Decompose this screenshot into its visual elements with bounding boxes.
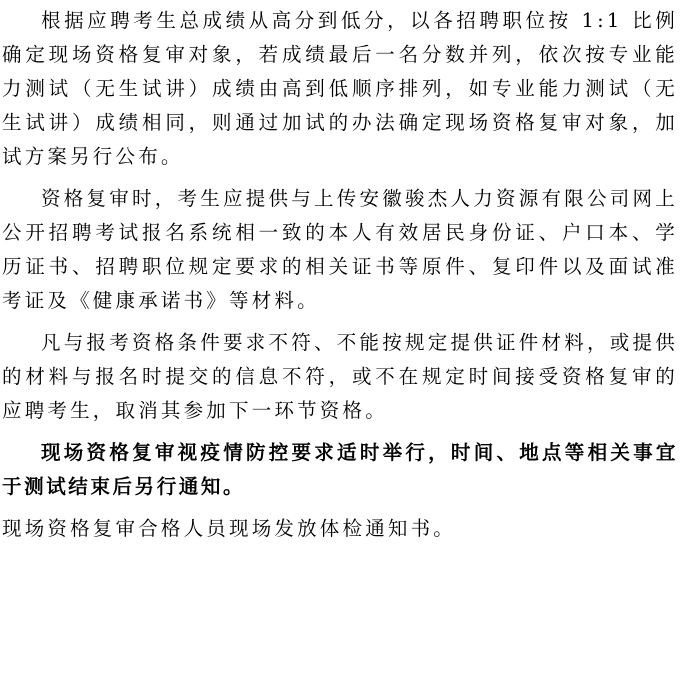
paragraph-epidemic-notice: 现场资格复审视疫情防控要求适时举行，时间、地点等相关事宜于测试结束后另行通知。	[2, 441, 678, 498]
paragraph-required-documents: 资格复审时，考生应提供与上传安徽骏杰人力资源有限公司网上公开招聘考试报名系统相一致的本人有效居民身份证、户口本、学历证书、招聘职位规定要求的相关证书等原件、复印件以及面试准考证及《健康承诺书》等材料。	[2, 187, 678, 312]
paragraph-medical-notice: 现场资格复审合格人员现场发放体检通知书。	[2, 517, 457, 540]
document-body	[2, 4, 678, 554]
paragraph-disqualification: 凡与报考资格条件要求不符、不能按规定提供证件材料，或提供的材料与报名时提交的信息不符，或不在规定时间接受资格复审的应聘考生，取消其参加下一环节资格。	[2, 331, 678, 422]
paragraph-ranking-rule: 根据应聘考生总成绩从高分到低分，以各招聘职位按 1:1 比例确定现场资格复审对象，若成绩最后一名分数并列，依次按专业能力测试（无生试讲）成绩由高到低顺序排列，如专业能力测试（无生试讲）成绩相同，则通过加试的办法确定现场资格复审对象，加试方案另行公布。	[2, 9, 678, 168]
